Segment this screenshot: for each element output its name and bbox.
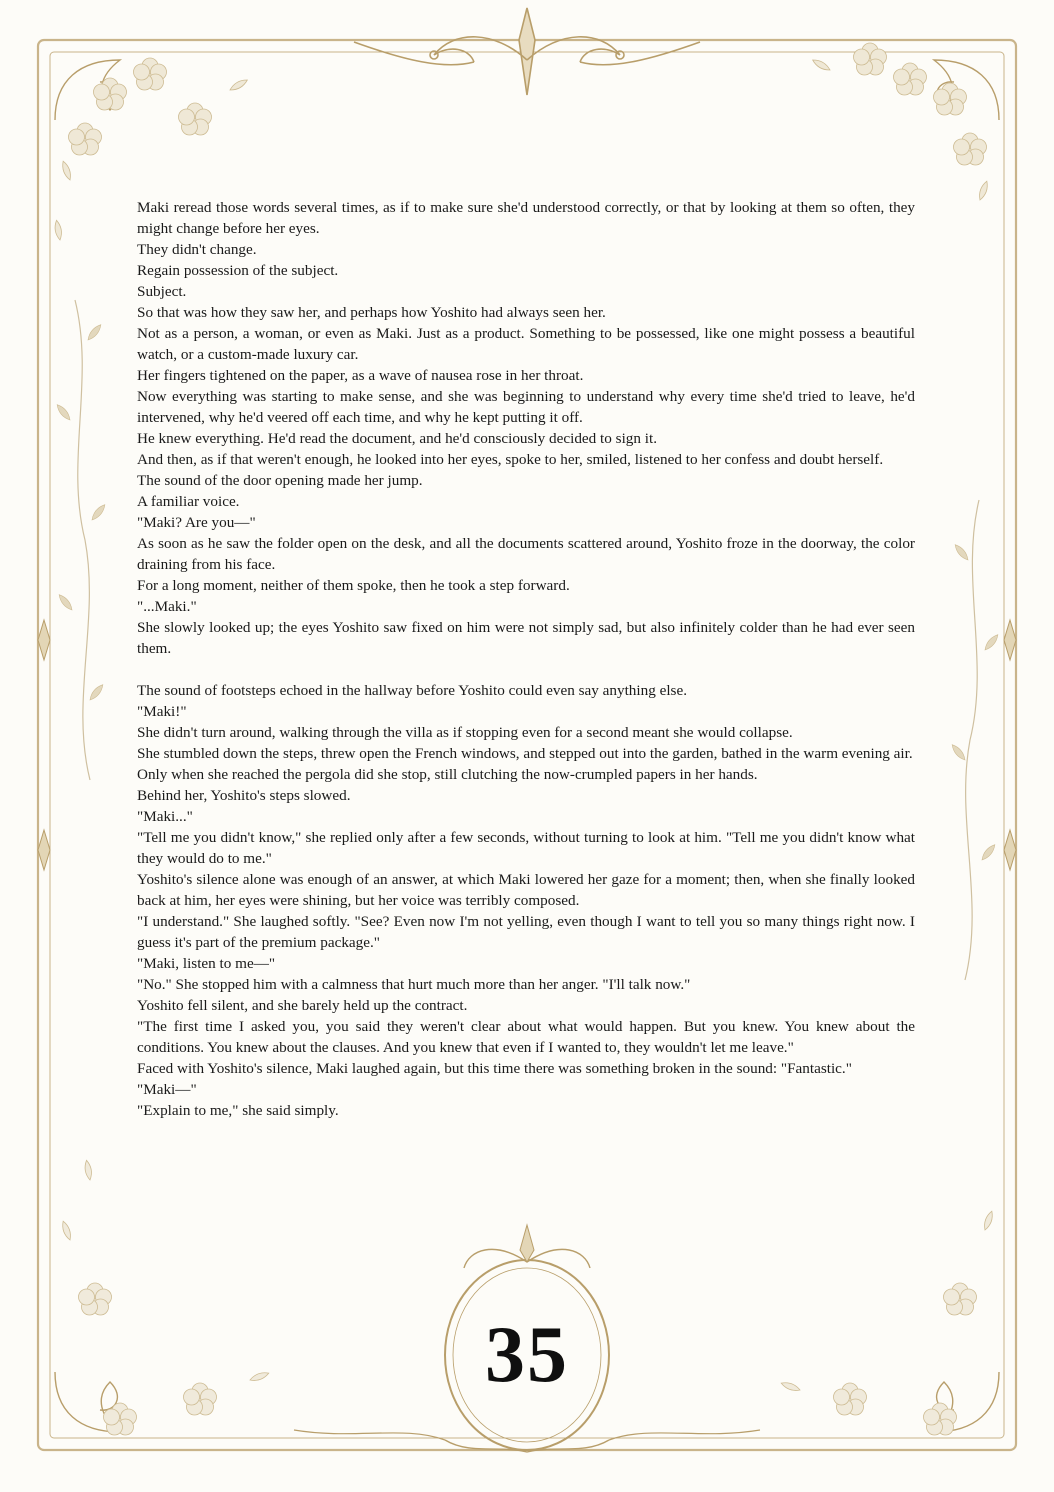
paragraph: Maki reread those words several times, as if to make sure she'd understood correctly, or that by looking at them so often, they might change before her eyes.: [137, 199, 915, 237]
paragraph: Faced with Yoshito's silence, Maki laughed again, but this time there was something broken in the sound: "Fantastic.": [137, 1060, 852, 1077]
paragraph: She didn't turn around, walking through the villa as if stopping even for a second meant she would collapse.: [137, 724, 793, 741]
paragraph: Yoshito fell silent, and she barely held up the contract.: [137, 997, 468, 1014]
page-text: [137, 197, 915, 1121]
paragraph: "...Maki.": [137, 598, 197, 615]
paragraph: So that was how they saw her, and perhaps how Yoshito had always seen her.: [137, 304, 606, 321]
paragraph: The sound of footsteps echoed in the hallway before Yoshito could even say anything else.: [137, 682, 688, 699]
paragraph: Now everything was starting to make sense, and she was beginning to understand why every time she'd tried to leave, he'd intervened, why he'd veered off each time, and why he kept putting it off.: [137, 388, 915, 426]
paragraph: "Maki? Are you—": [137, 514, 256, 531]
paragraph: A familiar voice.: [137, 493, 240, 510]
paragraph: "Maki!": [137, 703, 187, 720]
paragraph: She stumbled down the steps, threw open the French windows, and stepped out into the garden, bathed in the warm evening air.: [137, 745, 913, 762]
paragraph: Not as a person, a woman, or even as Maki. Just as a product. Something to be possessed, like one might possess a beautiful watch, or a custom-made luxury car.: [137, 325, 915, 363]
paragraph: He knew everything. He'd read the document, and he'd consciously decided to sign it.: [137, 430, 658, 447]
paragraph: Only when she reached the pergola did she stop, still clutching the now-crumpled papers in her hands.: [137, 766, 758, 783]
paragraph: "The first time I asked you, you said they weren't clear about what would happen. But you knew. You knew about the conditions. You knew about the clauses. And you knew that even if I wanted to, they wouldn't let me leave.": [137, 1018, 915, 1056]
paragraph: The sound of the door opening made her jump.: [137, 472, 423, 489]
floral-bottom-left: [60, 1160, 333, 1492]
paragraph: Regain possession of the subject.: [137, 262, 339, 279]
paragraph: "Tell me you didn't know," she replied only after a few seconds, without turning to look at him. "Tell me you didn't know what they would do to me.": [137, 829, 915, 867]
paragraph: "Maki, listen to me—": [137, 955, 276, 972]
paragraph: As soon as he saw the folder open on the desk, and all the documents scattered around, Yoshito froze in the doorway, the color draining from his face.: [137, 535, 915, 573]
paragraph: They didn't change.: [137, 241, 257, 258]
paragraph: "Explain to me," she said simply.: [137, 1102, 339, 1119]
paragraph: "I understand." She laughed softly. "See? Even now I'm not yelling, even though I want to tell you so many things right now. I guess it's part of the premium package.": [137, 913, 915, 951]
page-number: 35: [485, 1310, 569, 1399]
paragraph: Subject.: [137, 283, 187, 300]
paragraph: She slowly looked up; the eyes Yoshito saw fixed on him were not simply sad, but also infinitely colder than he had ever seen them.: [137, 619, 915, 657]
paragraph: "Maki—": [137, 1081, 197, 1098]
paragraph: Her fingers tightened on the paper, as a wave of nausea rose in her throat.: [137, 367, 584, 384]
scene-break: [137, 659, 915, 680]
paragraph: "Maki...": [137, 808, 193, 825]
floral-top-right: [811, 43, 989, 201]
paragraph: And then, as if that weren't enough, he looked into her eyes, spoke to her, smiled, listened to her confess and doubt herself.: [137, 451, 884, 468]
paragraph: Behind her, Yoshito's steps slowed.: [137, 787, 351, 804]
paragraph: Yoshito's silence alone was enough of an answer, at which Maki lowered her gaze for a moment; then, when she finally looked back at him, her eyes were shining, but her voice was terribly composed.: [137, 871, 915, 909]
paragraph: "No." She stopped him with a calmness that hurt much more than her anger. "I'll talk now.": [137, 976, 691, 993]
paragraph: For a long moment, neither of them spoke, then he took a step forward.: [137, 577, 570, 594]
